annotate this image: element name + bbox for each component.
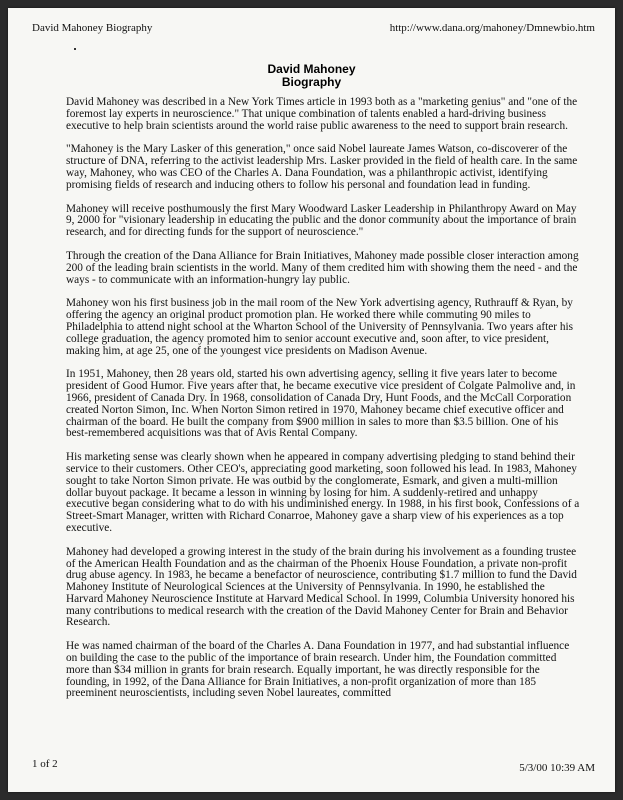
- paragraph: David Mahoney was described in a New York Times article in 1993 both as a "marketing genius" and "one of the foremost lay experts in neuroscience." That unique combination of talents enabled a hard-driving business executive to help brain scientists around the world raise public awareness to the need to support brain research.: [66, 96, 578, 132]
- paragraph: In 1951, Mahoney, then 28 years old, started his own advertising agency, selling it five years later to become president of Good Humor. Five years after that, he became executive vice president of Colgate Palmolive and, in 1966, president of Canada Dry. In 1968, consolidation of Canada Dry, Hunt Foods, and the McCall Corporation created Norton Simon, Inc. When Norton Simon retired in 1970, Mahoney became chief executive officer and chairman of the board. He built the company from $900 million in sales to more than $3.5 billion. One of his best-remembered acquisitions was that of Avis Rental Company.: [66, 368, 576, 440]
- paragraph: His marketing sense was clearly shown when he appeared in company advertising pledging to stand behind their service to their customers. Other CEO's, appreciating good marketing, soon followed his lead. In 1983, Mahoney sought to take Norton Simon private. He was outbid by the conglomerate, Esmark, and given a multi-million dollar buyout package. It became a lesson in winning by losing for him. A suddenly-retired and unhappy executive began considering what to do with his undiminished energy. In 1988, in his first book, Confessions of a Street-Smart Manager, written with Richard Conarroe, Mahoney gave a sharp view of his experiences as a top executive.: [66, 451, 580, 534]
- title-line-1: David Mahoney: [267, 62, 356, 76]
- paragraph: Mahoney will receive posthumously the first Mary Woodward Lasker Leadership in Philanthropy Award on May 9, 2000 for "visionary leadership in educating the public and the donor community about the importance of brain research, and for directing funds for the support of neuroscience.": [66, 202, 577, 239]
- paragraph: Mahoney had developed a growing interest in the study of the brain during his involvement as a founding trustee of the American Health Foundation and as the chairman of the Phoenix House Foundation, a private non-profit drug abuse agency. In 1983, he became a benefactor of neuroscience, contributing $1.7 million to fund the David Mahoney Institute of Neurological Sciences at the University of Pennsylvania. In 1990, he established the Harvard Mahoney Neuroscience Institute at Harvard Medical School. In 1999, Columbia University honored his many contributions to medical research with the creation of the David Mahoney Center for Brain and Behavior Research.: [66, 545, 577, 629]
- paragraph: "Mahoney is the Mary Lasker of this generation," once said Nobel laureate James Watson, co-discoverer of the structure of DNA, referring to the activist leadership Mrs. Lasker provided in the field of health care. In the same way, Mahoney, who was CEO of the Charles A. Dana Foundation, was a philanthropic activist, identifying promising fields of research and inducing others to follow his personal and foundation lead in funding.: [66, 143, 578, 191]
- paragraph: He was named chairman of the board of the Charles A. Dana Foundation in 1977, and had substantial influence on building the case to the public of the importance of brain research. Under him, the Foundation committed more than $34 million in grants for brain research. Equally important, he was directly responsible for the founding, in 1992, of the Dana Alliance for Brain Initiatives, a non-profit organization of more than 185 preeminent neuroscientists, including seven Nobel laureates, committed: [66, 640, 570, 700]
- scan-speck: [74, 48, 76, 50]
- print-timestamp: 5/3/00 10:39 AM: [519, 762, 595, 774]
- page-number: 1 of 2: [32, 758, 58, 770]
- document-page: [8, 8, 615, 792]
- paragraph: Through the creation of the Dana Alliance for Brain Initiatives, Mahoney made possible closer interaction among 200 of the leading brain scientists in the world. Many of them credited him with showing them the need - and the ways - to communicate with an information-hungry lay public.: [66, 249, 579, 286]
- title-line-2: Biography: [281, 75, 342, 89]
- paragraph: Mahoney won his first business job in the mail room of the New York advertising agency, Ruthrauff & Ryan, by offering the agency an original product promotion plan. He worked there while commuting 90 miles to Philadelphia to attend night school at the Wharton School of the University of Pennsylvania. Two years after his college graduation, the agency promoted him to senior account executive and, soon after, to vice president, making him, at age 25, one of the youngest vice presidents on Madison Avenue.: [66, 297, 574, 357]
- document-title: [8, 63, 615, 89]
- document-body: [66, 97, 582, 712]
- header-url: http://www.dana.org/mahoney/Dmnewbio.htm: [389, 22, 595, 34]
- header-page-title: David Mahoney Biography: [32, 22, 153, 34]
